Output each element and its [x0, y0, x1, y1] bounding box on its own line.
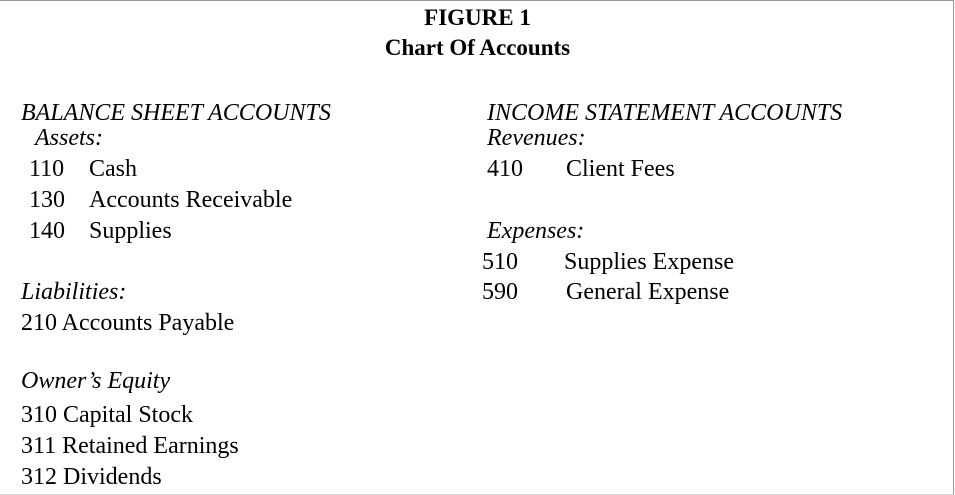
figure-title: Chart Of Accounts	[384, 35, 571, 60]
account-number: 510	[482, 249, 518, 275]
account-number: 590	[482, 279, 518, 305]
account-number: 410	[487, 156, 523, 182]
account-name: General Expense	[566, 279, 730, 305]
account-name: Accounts Receivable	[89, 187, 293, 213]
owners-equity-label: Owner’s Equity	[21, 368, 171, 394]
account-name: Supplies Expense	[564, 249, 734, 275]
account-name: Supplies	[89, 218, 172, 244]
account-entry: 312 Dividends	[21, 464, 162, 490]
account-name: Client Fees	[566, 156, 675, 182]
account-number: 140	[29, 218, 65, 244]
income-statement-heading: INCOME STATEMENT ACCOUNTS	[487, 100, 843, 126]
account-number: 110	[29, 156, 65, 182]
account-entry: 310 Capital Stock	[21, 402, 193, 428]
liabilities-label: Liabilities:	[21, 279, 127, 305]
expenses-label: Expenses:	[487, 218, 585, 244]
account-number: 130	[29, 187, 65, 213]
figure-label: FIGURE 1	[424, 5, 531, 30]
balance-sheet-heading: BALANCE SHEET ACCOUNTS	[21, 100, 331, 126]
assets-label: Assets:	[35, 125, 103, 151]
account-entry: 311 Retained Earnings	[21, 433, 239, 459]
account-name: Cash	[89, 156, 137, 182]
revenues-label: Revenues:	[487, 125, 586, 151]
account-entry: 210 Accounts Payable	[21, 310, 235, 336]
